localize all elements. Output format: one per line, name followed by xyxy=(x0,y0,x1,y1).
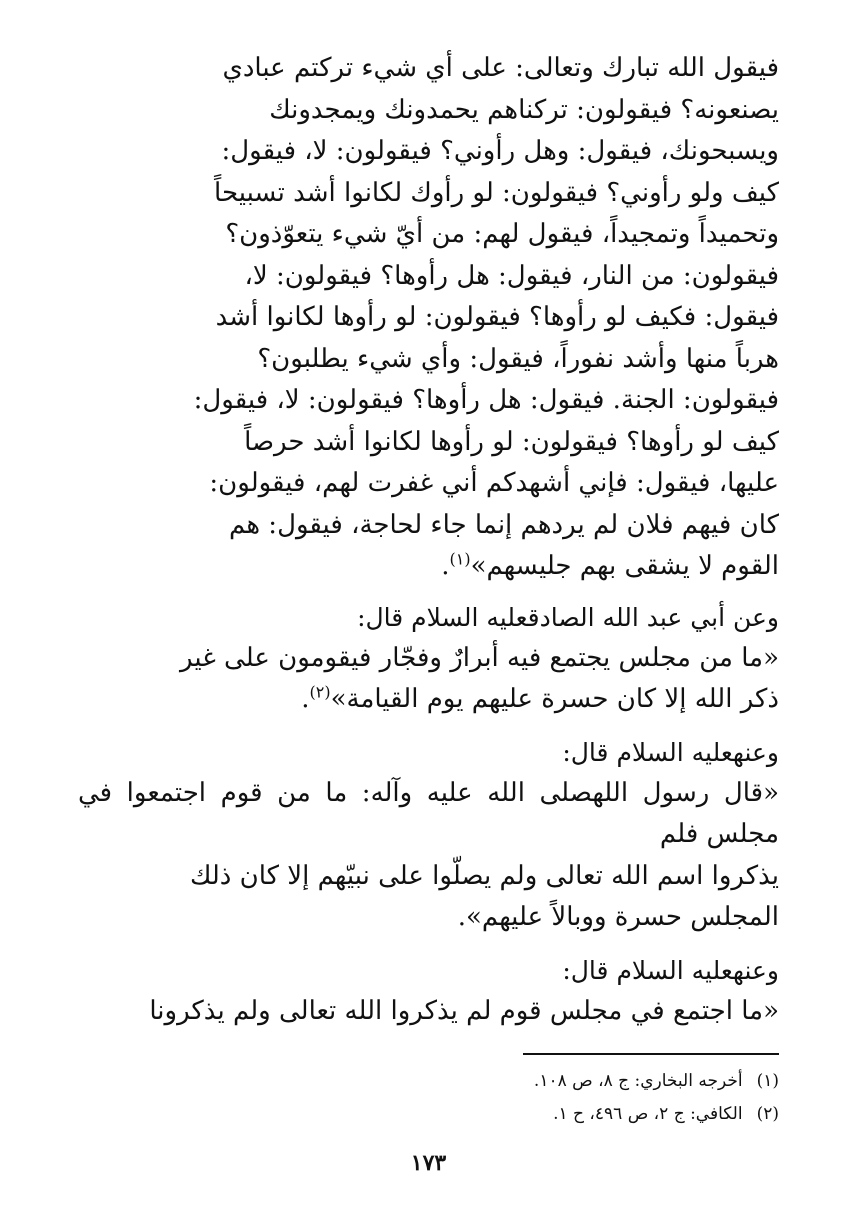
hadith-quote xyxy=(78,991,779,1033)
text-line: هرباً منها وأشد نفوراً، فيقول: وأي شيء يطلبون؟ xyxy=(257,343,779,374)
text-line: «قال رسول اللهصلى الله عليه وآله: ما من قوم اجتمعوا في مجلس فلم xyxy=(78,777,779,849)
footnotes xyxy=(300,1065,779,1131)
footnote-text: الكافي: ج ٢، ص ٤٩٦، ح ١. xyxy=(553,1104,743,1124)
hadith-intro: وعنهعليه السلام قال: xyxy=(562,737,779,767)
text-line xyxy=(78,546,779,588)
text-line-fragment: ذكر الله إلا كان حسرة عليهم يوم القيامة» xyxy=(330,684,779,714)
text-line: كان فيهم فلان لم يردهم إنما جاء لحاجة، فيقول: هم xyxy=(229,509,779,540)
text-line-fragment: . xyxy=(301,684,310,714)
hadith-intro: وعن أبي عبد الله الصادقعليه السلام قال: xyxy=(357,602,779,632)
text-line: «ما من مجلس يجتمع فيه أبرارٌ وفجّار فيقومون على غير xyxy=(180,642,779,673)
text-line: وتحميداً وتمجيداً، فيقول لهم: من أيّ شيء يتعوّذون؟ xyxy=(225,219,779,249)
text-line: يذكروا اسم الله تعالى ولم يصلّوا على نبيّهم إلا كان ذلك xyxy=(189,860,779,891)
hadith-intro: وعنهعليه السلام قال: xyxy=(562,955,779,985)
footnote xyxy=(300,1098,779,1131)
footnote-ref: (٢) xyxy=(309,682,331,702)
text-line: عليها، فيقول: فإني أشهدكم أني غفرت لهم، فيقولون: xyxy=(209,468,779,498)
text-line: كيف ولو رأوني؟ فيقولون: لو رأوك لكانوا أشد تسبيحاً xyxy=(214,177,779,208)
text-line: فيقول الله تبارك وتعالى: على أي شيء تركتم عبادي xyxy=(222,53,779,83)
main-paragraph xyxy=(78,48,779,588)
page-body xyxy=(78,48,779,1032)
footnote-text: أخرجه البخاري: ج ٨، ص ١٠٨. xyxy=(533,1071,743,1091)
footnote-divider xyxy=(523,1053,779,1055)
text-line: ويسبحونك، فيقول: وهل رأوني؟ فيقولون: لا، فيقول: xyxy=(221,136,779,166)
text-line: فيقولون: الجنة. فيقول: هل رأوها؟ فيقولون: لا، فيقول: xyxy=(193,385,779,415)
footnote-number: (٢) xyxy=(756,1104,779,1124)
text-line xyxy=(78,679,779,721)
text-line: كيف لو رأوها؟ فيقولون: لو رأوها لكانوا أشد حرصاً xyxy=(244,426,779,457)
text-line: يصنعونه؟ فيقولون: تركناهم يحمدونك ويمجدونك xyxy=(269,94,779,125)
text-line: فيقولون: من النار، فيقول: هل رأوها؟ فيقولون: لا، xyxy=(244,260,779,291)
text-line: «ما اجتمع في مجلس قوم لم يذكروا الله تعالى ولم يذكرونا xyxy=(149,995,779,1026)
hadith-quote xyxy=(78,638,779,721)
text-line: فيقول: فكيف لو رأوها؟ فيقولون: لو رأوها لكانوا أشد xyxy=(215,302,779,332)
footnote xyxy=(300,1065,779,1098)
footnote-number: (١) xyxy=(756,1071,779,1091)
hadith-quote xyxy=(78,773,779,939)
footnote-ref: (١) xyxy=(449,549,471,569)
text-line-fragment: . xyxy=(441,551,450,581)
page-number: ١٧٣ xyxy=(410,1150,447,1176)
text-line: المجلس حسرة ووبالاً عليهم». xyxy=(457,902,779,932)
text-line-fragment: القوم لا يشقى بهم جليسهم» xyxy=(470,551,779,581)
